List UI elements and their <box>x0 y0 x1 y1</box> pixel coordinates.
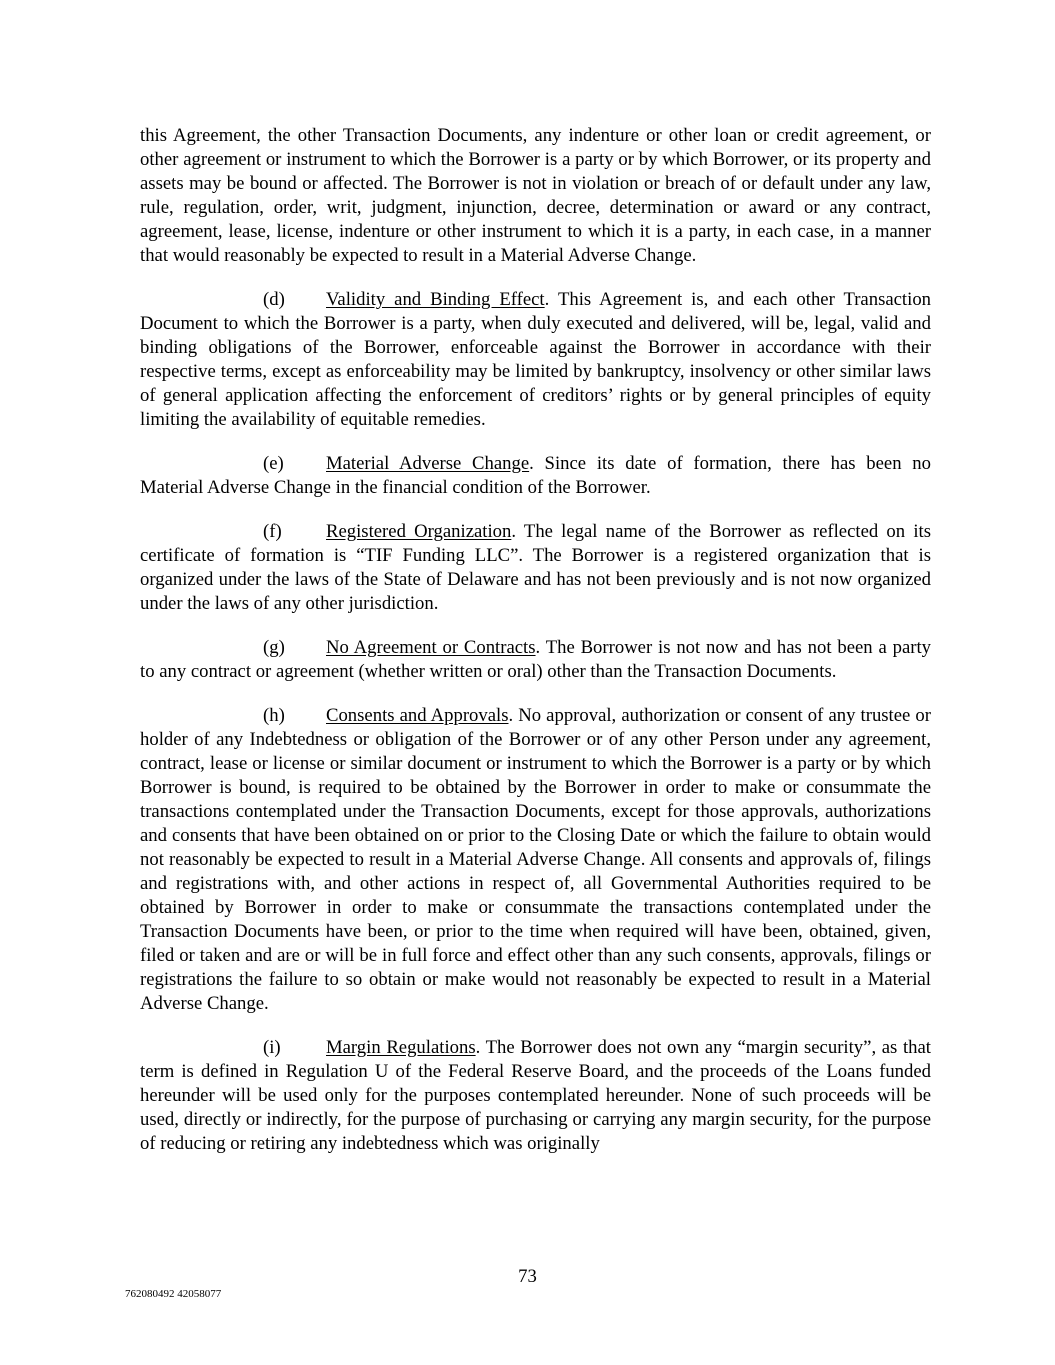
section-text: . This Agreement is, and each other Transaction Document to which the Borrower is a party, when duly executed and delivered, will be, legal, valid and binding obligations of the Borrower, enforceable against the Borrower in accordance with their respective terms, except as enforceability may be limited by bankruptcy, insolvency or other similar laws of general application affecting the enforcement of creditors’ rights or by general principles of equity limiting the availability of equitable remedies. <box>140 289 932 430</box>
section-heading: Registered Organization <box>326 521 512 542</box>
section-heading: Consents and Approvals <box>326 705 509 726</box>
section-text: . The Borrower does not own any “margin security”, as that term is defined in Regulation U of the Federal Reserve Board, and the proceeds of the Loans funded hereunder will be used only for the purposes contemplated hereunder. None of such proceeds will be used, directly or indirectly, for the purpose of purchasing or carrying any margin security, for the purpose of reducing or retiring any indebtedness which was originally <box>140 1037 931 1154</box>
section-text: . The Borrower is not now and has not been a party to any contract or agreement (whether written or oral) other than the Transaction Documents. <box>140 637 932 682</box>
section-text: . No approval, authorization or consent of any trustee or holder of any Indebtedness or obligation of the Borrower or of any other Person under any agreement, contract, lease or license or similar document or instrument to which the Borrower is a party or by which Borrower is bound, is required to be obtained by the Borrower in order to make or consummate the transactions contemplated under the Transaction Documents, except for those approvals, authorizations and consents that have been obtained on or prior to the Closing Date or which the failure to obtain would not reasonably be expected to result in a Material Adverse Change. All consents and approvals of, filings and registrations with, and other actions in respect of, all Governmental Authorities required to be obtained by Borrower in order to make or consummate the transactions contemplated under the Transaction Documents have been, or prior to the time when required will have been, obtained, given, filed or taken and are or will be in full force and effect other than any such consents, approvals, filings or registrations the failure to so obtain or make would not reasonably be expected to result in a Material Adverse Change. <box>140 705 931 1014</box>
section-heading: Validity and Binding Effect <box>326 289 545 310</box>
section-h <box>140 704 931 1016</box>
page-number: 73 <box>518 1266 537 1287</box>
section-f <box>140 520 931 616</box>
section-heading: Margin Regulations <box>326 1037 476 1058</box>
section-number: (e) <box>263 453 284 474</box>
section-number: (d) <box>263 289 285 310</box>
section-number: (h) <box>263 705 285 726</box>
section-heading: Material Adverse Change <box>326 453 530 474</box>
document-body <box>140 124 931 1176</box>
section-number: (g) <box>263 637 285 658</box>
section-g <box>140 636 931 684</box>
section-number: (f) <box>263 521 282 542</box>
section-text: . The legal name of the Borrower as reflected on its certificate of formation is “TIF Funding LLC”. The Borrower is a registered organization that is organized under the laws of the State of Delaware and has not been previously and is not now organized under the laws of any other jurisdiction. <box>140 521 931 614</box>
section-i <box>140 1036 931 1156</box>
section-e <box>140 452 931 500</box>
section-number: (i) <box>263 1037 281 1058</box>
document-id: 762080492 42058077 <box>125 1288 222 1300</box>
continuation-paragraph: this Agreement, the other Transaction Documents, any indenture or other loan or credit agreement, or other agreement or instrument to which the Borrower is a party or by which Borrower, or its property and assets may be bound or affected. The Borrower is not in violation or breach of or default under any law, rule, regulation, order, writ, judgment, injunction, decree, determination or award or any contract, agreement, lease, license, indenture or other instrument to which it is a party, in each case, in a manner that would reasonably be expected to result in a Material Adverse Change. <box>140 125 931 266</box>
section-d <box>140 288 931 432</box>
section-text: . Since its date of formation, there has been no Material Adverse Change in the financial condition of the Borrower. <box>140 453 931 498</box>
section-heading: No Agreement or Contracts <box>326 637 536 658</box>
